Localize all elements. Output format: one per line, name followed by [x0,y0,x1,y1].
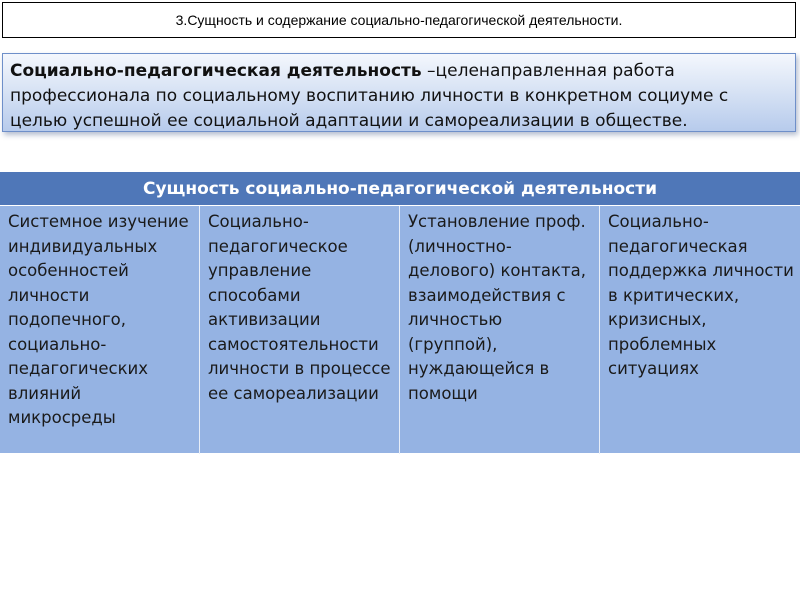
table-cell-support: Социально-педагогическая поддержка личности в критических, кризисных, проблемных ситуациях [608,212,794,378]
definition-term: Социально-педагогическая деятельность [10,61,422,81]
table-header: Сущность социально-педагогической деятельности [0,172,800,206]
table-cell-study: Системное изучение индивидуальных особенностей личности подопечного, социально-педагогических влияний микросреды [0,206,200,454]
slide-title: 3.Сущность и содержание социально-педагогической деятельности. [2,2,796,38]
table-cell-management: Социально-педагогическое управление способами активизации самостоятельности личности в процессе ее самореализации [200,206,400,454]
table-cell-contact: Установление проф. (личностно-делового) контакта, взаимодействия с личностью (группой), нуждающейся в помощи [400,206,600,454]
essence-table [0,172,800,453]
definition-text: –целенаправленная работа профессионала по социальному воспитанию личности в конкретном социуме с целью успешной ее социальной адаптации и самореализации в обществе. [10,61,729,131]
table-row [0,206,800,454]
definition-box [2,53,796,132]
